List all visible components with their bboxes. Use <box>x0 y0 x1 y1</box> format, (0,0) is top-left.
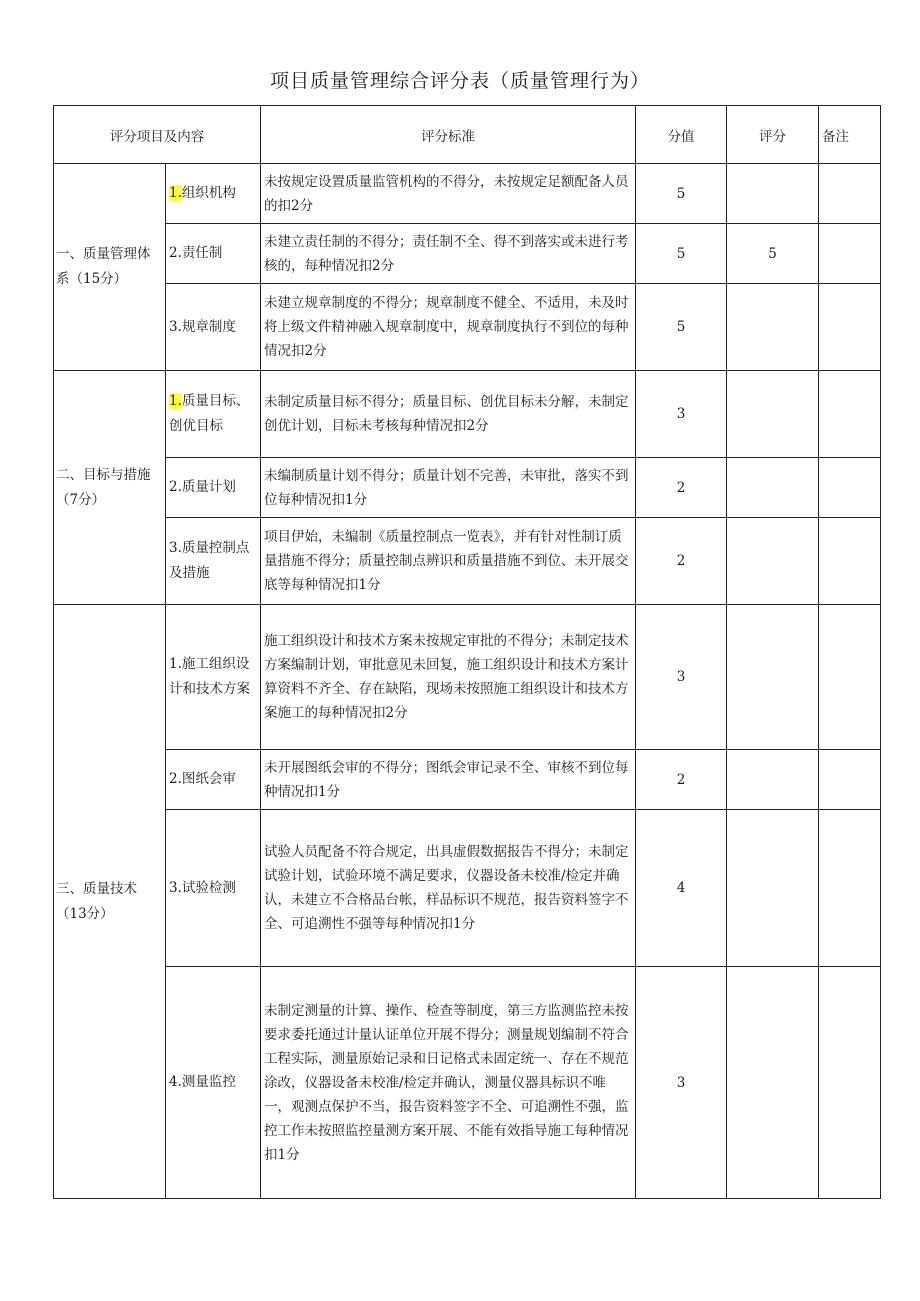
item-cell <box>166 605 261 750</box>
table-row <box>54 967 881 1199</box>
item-name: 测量监控 <box>181 1074 236 1090</box>
remark-cell[interactable] <box>819 458 881 518</box>
remark-cell[interactable] <box>819 518 881 605</box>
item-number: 2. <box>169 245 182 261</box>
score-cell[interactable] <box>727 284 819 371</box>
table-row <box>54 750 881 810</box>
item-number: 1. <box>169 393 182 409</box>
header-criteria: 评分标准 <box>261 106 636 164</box>
criteria-cell: 未制定质量目标不得分；质量目标、创优目标未分解，未制定创优计划，目标未考核每种情况扣2分 <box>261 371 636 458</box>
remark-cell[interactable] <box>819 810 881 967</box>
points-cell: 3 <box>636 371 727 458</box>
score-cell[interactable] <box>727 750 819 810</box>
points-cell: 5 <box>636 224 727 284</box>
item-name: 规章制度 <box>181 318 236 335</box>
item-number: 3. <box>169 318 182 335</box>
criteria-cell: 未制定测量的计算、操作、检查等制度，第三方监测监控未按要求委托通过计量认证单位开展不得分；测量规划编制不符合工程实际，测量原始记录和日记格式未固定统一、存在不规范涂改，仪器设备未校准/检定并确认，测量仪器具标识不唯一，观测点保护不当，报告资料签字不全、可追溯性不强，监控工作未按照监控量测方案开展、不能有效指导施工每种情况扣1分 <box>261 967 636 1199</box>
remark-cell[interactable] <box>819 967 881 1199</box>
points-cell: 3 <box>636 967 727 1199</box>
points-cell: 2 <box>636 750 727 810</box>
criteria-cell: 未建立规章制度的不得分；规章制度不健全、不适用，未及时将上级文件精神融入规章制度中，规章制度执行不到位的每种情况扣2分 <box>261 284 636 371</box>
item-name: 质量目标、创优目标 <box>169 393 250 434</box>
item-name: 试验检测 <box>181 879 236 896</box>
table-row <box>54 284 881 371</box>
table-row <box>54 224 881 284</box>
page-title: 项目质量管理综合评分表（质量管理行为） <box>269 70 650 92</box>
header-remark: 备注 <box>819 106 881 164</box>
remark-cell[interactable] <box>819 750 881 810</box>
header-item: 评分项目及内容 <box>54 106 261 164</box>
header-points: 分值 <box>636 106 727 164</box>
score-cell[interactable] <box>727 518 819 605</box>
item-cell <box>166 750 261 810</box>
table-row <box>54 164 881 224</box>
remark-cell[interactable] <box>819 371 881 458</box>
points-cell: 2 <box>636 518 727 605</box>
item-cell <box>166 518 261 605</box>
item-name: 图纸会审 <box>181 771 236 787</box>
points-cell: 4 <box>636 810 727 967</box>
item-cell <box>166 284 261 371</box>
item-cell <box>166 371 261 458</box>
score-table <box>53 105 881 1199</box>
item-cell <box>166 458 261 518</box>
item-cell <box>166 810 261 967</box>
remark-cell[interactable] <box>819 605 881 750</box>
category-cell: 三、质量技术（13分） <box>54 605 166 1199</box>
score-cell[interactable]: 5 <box>727 224 819 284</box>
score-cell[interactable] <box>727 605 819 750</box>
table-header-row <box>54 106 881 164</box>
table-row <box>54 605 881 750</box>
item-cell <box>166 967 261 1199</box>
points-cell: 5 <box>636 164 727 224</box>
criteria-cell: 试验人员配备不符合规定，出具虚假数据报告不得分；未制定试验计划，试验环境不满足要求，仪器设备未校准/检定并确认，未建立不合格品台帐，样品标识不规范，报告资料签字不全、可追溯性不强等每种情况扣1分 <box>261 810 636 967</box>
table-row <box>54 518 881 605</box>
item-name: 组织机构 <box>181 185 236 201</box>
points-cell: 5 <box>636 284 727 371</box>
points-cell: 3 <box>636 605 727 750</box>
criteria-cell: 未建立责任制的不得分；责任制不全、得不到落实或未进行考核的，每种情况扣2分 <box>261 224 636 284</box>
criteria-cell: 施工组织设计和技术方案未按规定审批的不得分；未制定技术方案编制计划，审批意见未回复，施工组织设计和技术方案计算资料不齐全、存在缺陷，现场未按照施工组织设计和技术方案施工的每种情况扣2分 <box>261 605 636 750</box>
criteria-cell: 未按规定设置质量监管机构的不得分，未按规定足额配备人员的扣2分 <box>261 164 636 224</box>
item-name: 施工组织设计和技术方案 <box>169 656 250 697</box>
table-row <box>54 458 881 518</box>
remark-cell[interactable] <box>819 164 881 224</box>
item-cell <box>166 164 261 224</box>
score-cell[interactable] <box>727 967 819 1199</box>
score-cell[interactable] <box>727 164 819 224</box>
remark-cell[interactable] <box>819 224 881 284</box>
item-number: 2. <box>169 479 182 495</box>
item-name: 质量控制点及措施 <box>169 540 250 581</box>
table-row <box>54 371 881 458</box>
item-number: 4. <box>169 1074 182 1090</box>
score-cell[interactable] <box>727 371 819 458</box>
remark-cell[interactable] <box>819 284 881 371</box>
score-cell[interactable] <box>727 810 819 967</box>
header-score: 评分 <box>727 106 819 164</box>
category-cell: 一、质量管理体系（15分） <box>54 164 166 371</box>
category-cell: 二、目标与措施（7分） <box>54 371 166 605</box>
item-number: 1. <box>169 185 182 201</box>
score-cell[interactable] <box>727 458 819 518</box>
criteria-cell: 未开展图纸会审的不得分；图纸会审记录不全、审核不到位每种情况扣1分 <box>261 750 636 810</box>
points-cell: 2 <box>636 458 727 518</box>
criteria-cell: 未编制质量计划不得分；质量计划不完善，未审批，落实不到位每种情况扣1分 <box>261 458 636 518</box>
item-name: 责任制 <box>181 245 223 261</box>
item-cell <box>166 224 261 284</box>
criteria-cell: 项目伊始，未编制《质量控制点一览表》，并有针对性制订质量措施不得分；质量控制点辨识和质量措施不到位、未开展交底等每种情况扣1分 <box>261 518 636 605</box>
item-number: 2. <box>169 771 182 787</box>
item-number: 3. <box>169 879 182 896</box>
item-number: 1. <box>169 656 182 672</box>
item-number: 3. <box>169 540 182 556</box>
table-row <box>54 810 881 967</box>
item-name: 质量计划 <box>181 479 236 495</box>
